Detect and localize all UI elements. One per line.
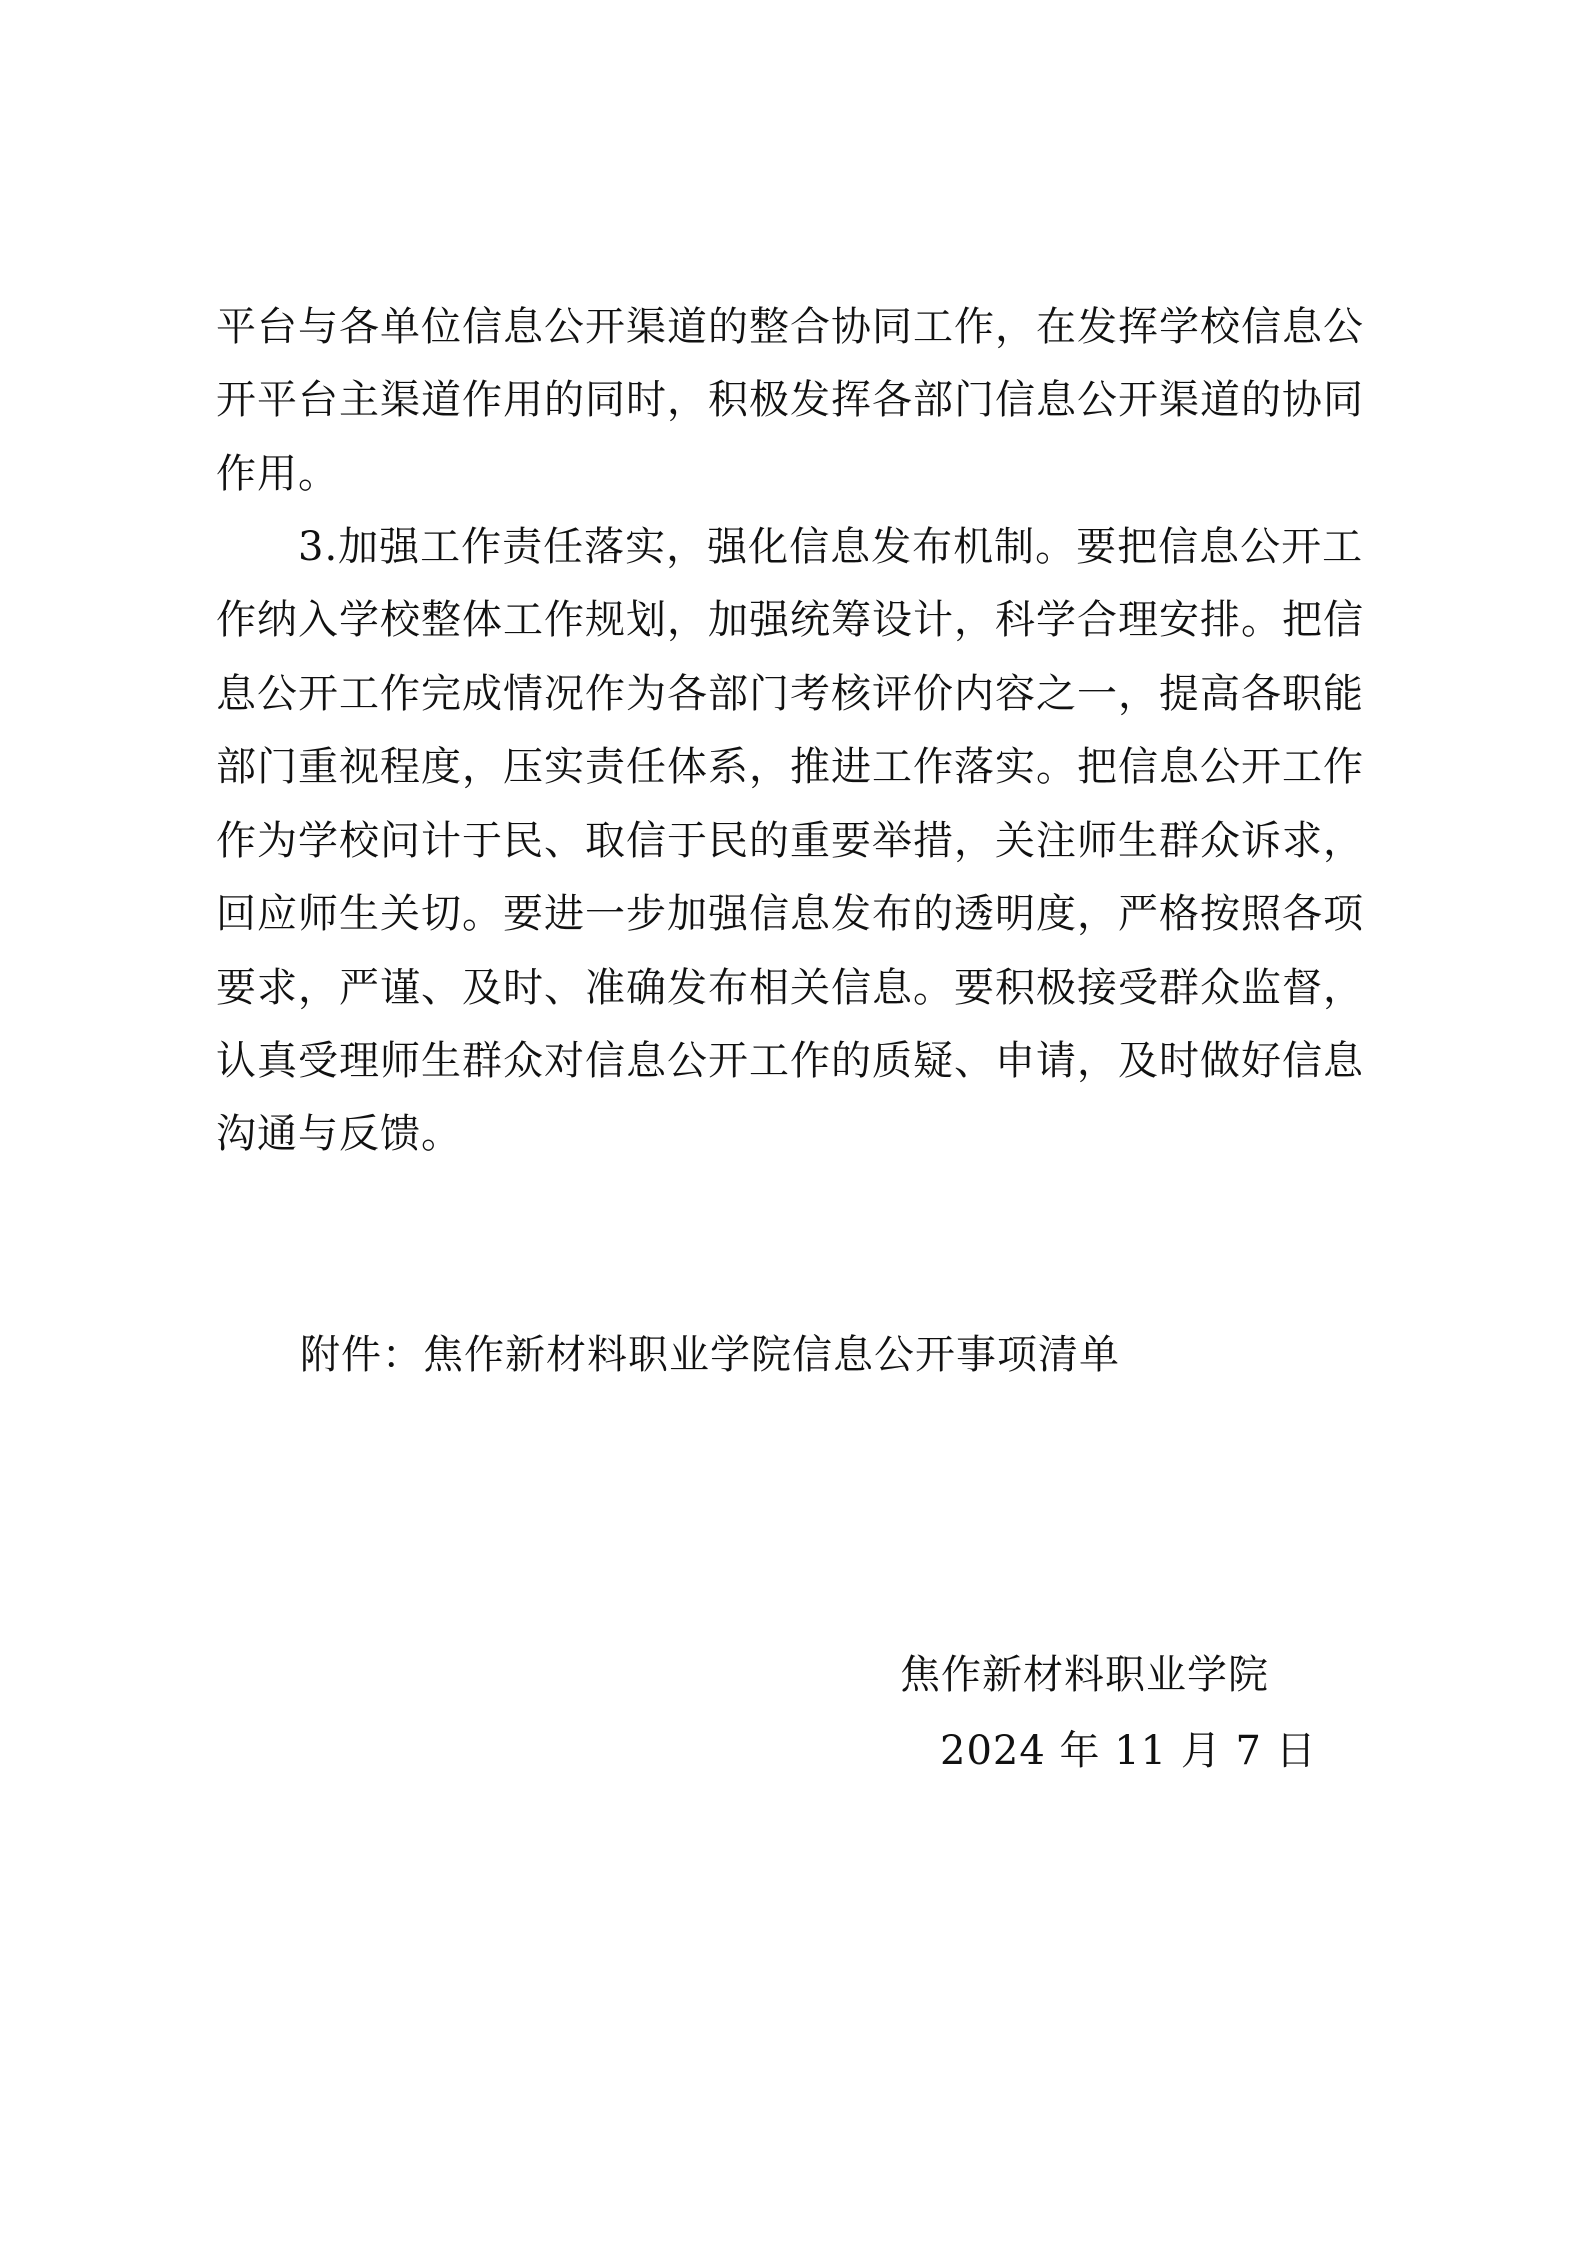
body-line-5: 作纳入学校整体工作规划，加强统筹设计，科学合理安排。把信 [216, 597, 1364, 643]
body-line-7: 部门重视程度，压实责任体系，推进工作落实。把信息公开工作 [216, 744, 1364, 790]
body-line-3: 作用。 [216, 451, 339, 497]
body-line-1: 平台与各单位信息公开渠道的整合协同工作，在发挥学校信息公 [216, 304, 1364, 350]
body-line-6: 息公开工作完成情况作为各部门考核评价内容之一，提高各职能 [216, 671, 1364, 717]
attachment-note: 附件：焦作新材料职业学院信息公开事项清单 [300, 1332, 1120, 1378]
body-line-8: 作为学校问计于民、取信于民的重要举措，关注师生群众诉求， [216, 818, 1364, 864]
signature-date: 2024 年 11 月 7 日 [940, 1728, 1317, 1774]
body-line-11: 认真受理师生群众对信息公开工作的质疑、申请，及时做好信息 [216, 1038, 1364, 1084]
body-line-4: 3.加强工作责任落实，强化信息发布机制。要把信息公开工 [298, 524, 1364, 570]
body-line-2: 开平台主渠道作用的同时，积极发挥各部门信息公开渠道的协同 [216, 377, 1364, 423]
body-line-9: 回应师生关切。要进一步加强信息发布的透明度，严格按照各项 [216, 891, 1364, 937]
body-line-10: 要求，严谨、及时、准确发布相关信息。要积极接受群众监督， [216, 965, 1364, 1011]
body-line-12: 沟通与反馈。 [216, 1111, 462, 1157]
signature-organization: 焦作新材料职业学院 [900, 1652, 1269, 1698]
